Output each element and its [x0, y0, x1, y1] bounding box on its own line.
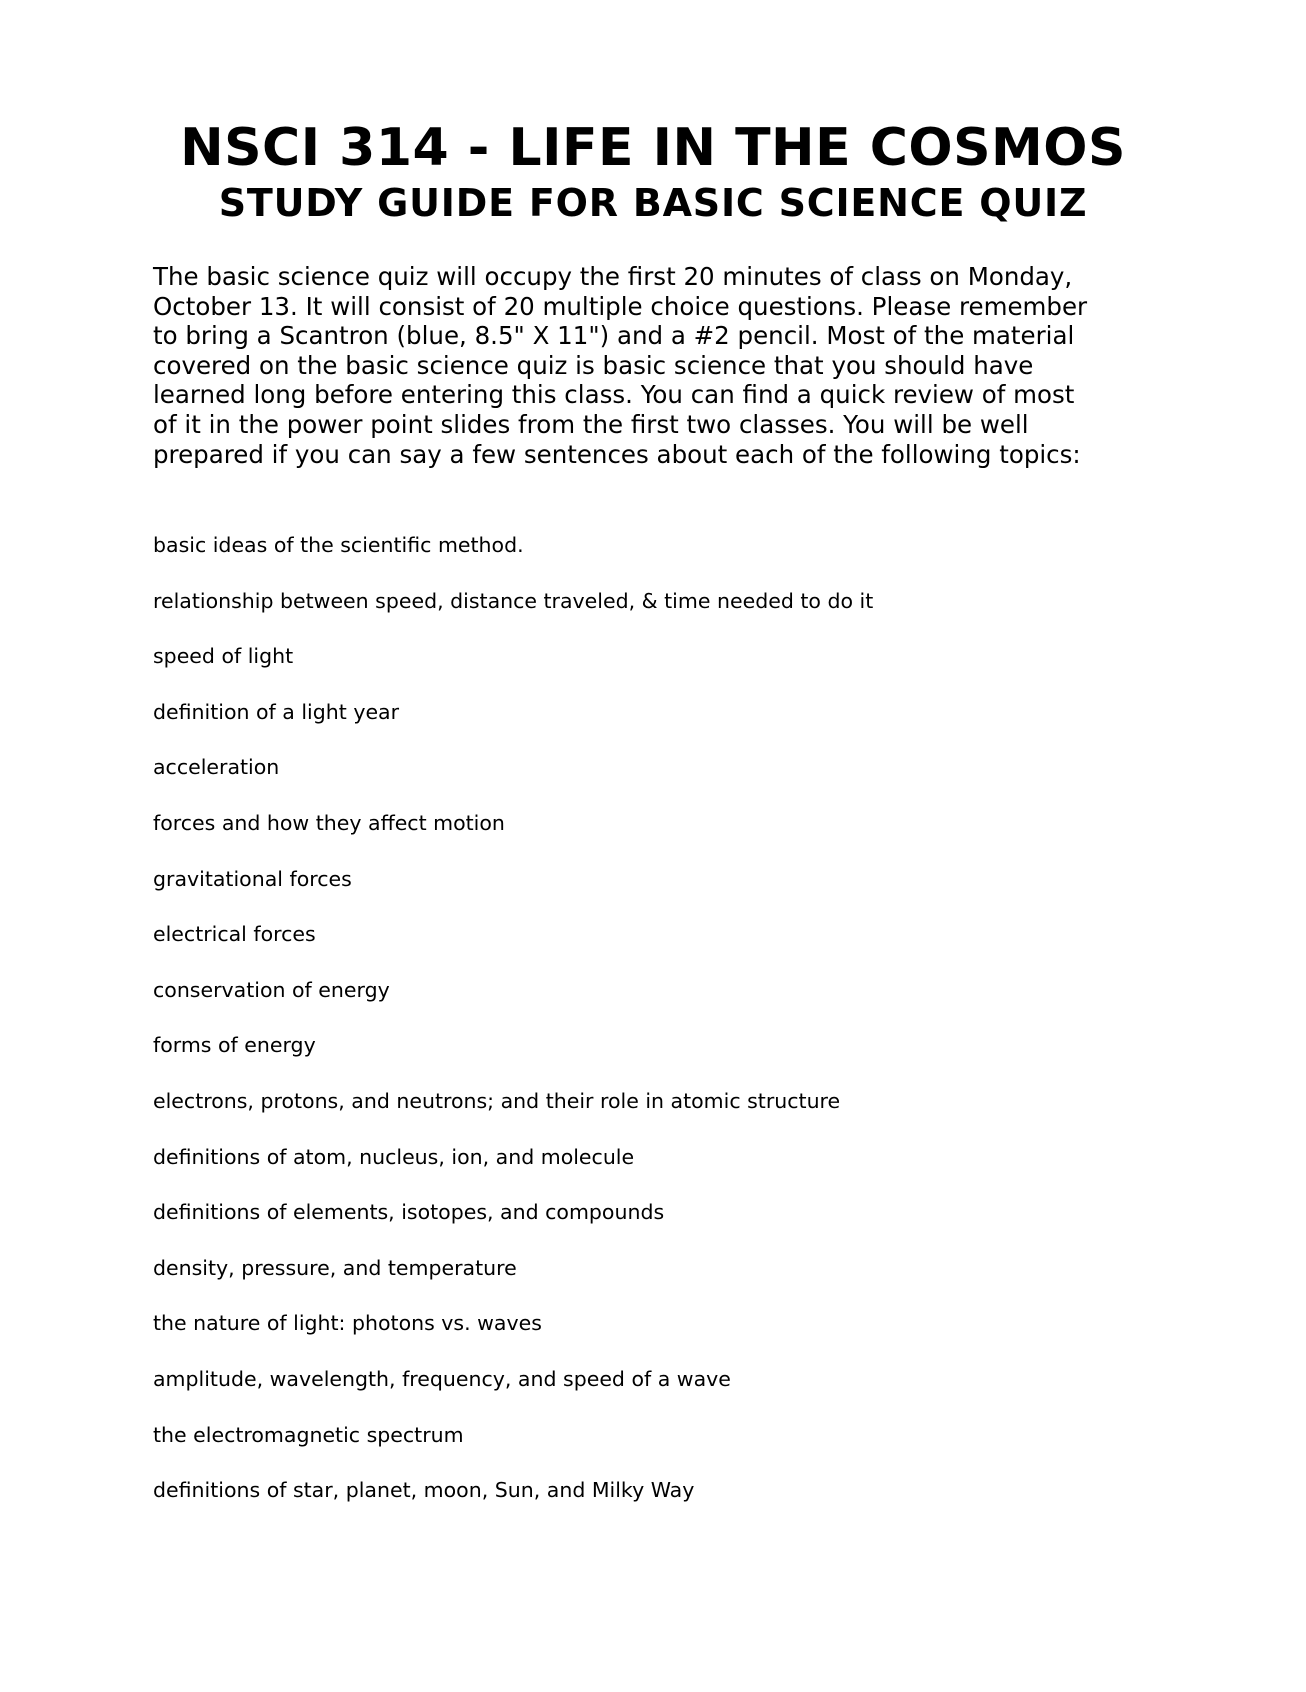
topic-item: gravitational forces — [153, 866, 352, 891]
page-subtitle: STUDY GUIDE FOR BASIC SCIENCE QUIZ — [218, 181, 1088, 225]
topic-item: conservation of energy — [153, 977, 390, 1002]
topic-item: definitions of elements, isotopes, and compounds — [153, 1200, 665, 1225]
intro-line: covered on the basic science quiz is basic science that you should have — [153, 350, 1034, 380]
topic-item: speed of light — [153, 644, 294, 669]
topic-list — [153, 531, 873, 1532]
topic-item: relationship between speed, distance traveled, & time needed to do it — [153, 588, 874, 613]
intro-line: prepared if you can say a few sentences about each of the following topics: — [153, 439, 1081, 469]
topic-item: electrons, protons, and neutrons; and their role in atomic structure — [153, 1088, 841, 1113]
topic-item: the nature of light: photons vs. waves — [153, 1311, 542, 1336]
topic-item: forces and how they affect motion — [153, 810, 505, 835]
topic-item: the electromagnetic spectrum — [153, 1422, 464, 1447]
topic-item: amplitude, wavelength, frequency, and speed of a wave — [153, 1366, 731, 1391]
intro-line: to bring a Scantron (blue, 8.5" X 11") and a #2 pencil. Most of the material — [153, 321, 1075, 351]
intro-line: of it in the power point slides from the first two classes. You will be well — [153, 409, 1029, 439]
topic-item: definitions of atom, nucleus, ion, and molecule — [153, 1144, 635, 1169]
topic-item: density, pressure, and temperature — [153, 1255, 517, 1280]
intro-line: The basic science quiz will occupy the first 20 minutes of class on Monday, — [153, 262, 1073, 291]
topic-item: definition of a light year — [153, 699, 400, 724]
topic-item: basic ideas of the scientific method. — [153, 533, 524, 557]
topic-item: electrical forces — [153, 922, 316, 947]
page-title: NSCI 314 - LIFE IN THE COSMOS — [180, 118, 1126, 178]
intro-line: October 13. It will consist of 20 multiple choice questions. Please remember — [153, 291, 1088, 321]
topic-item: definitions of star, planet, moon, Sun, and Milky Way — [153, 1478, 695, 1503]
topic-item: acceleration — [153, 755, 280, 780]
topic-item: forms of energy — [153, 1033, 316, 1058]
intro-line: learned long before entering this class. You can find a quick review of most — [153, 380, 1075, 410]
intro-paragraph — [153, 262, 1163, 469]
